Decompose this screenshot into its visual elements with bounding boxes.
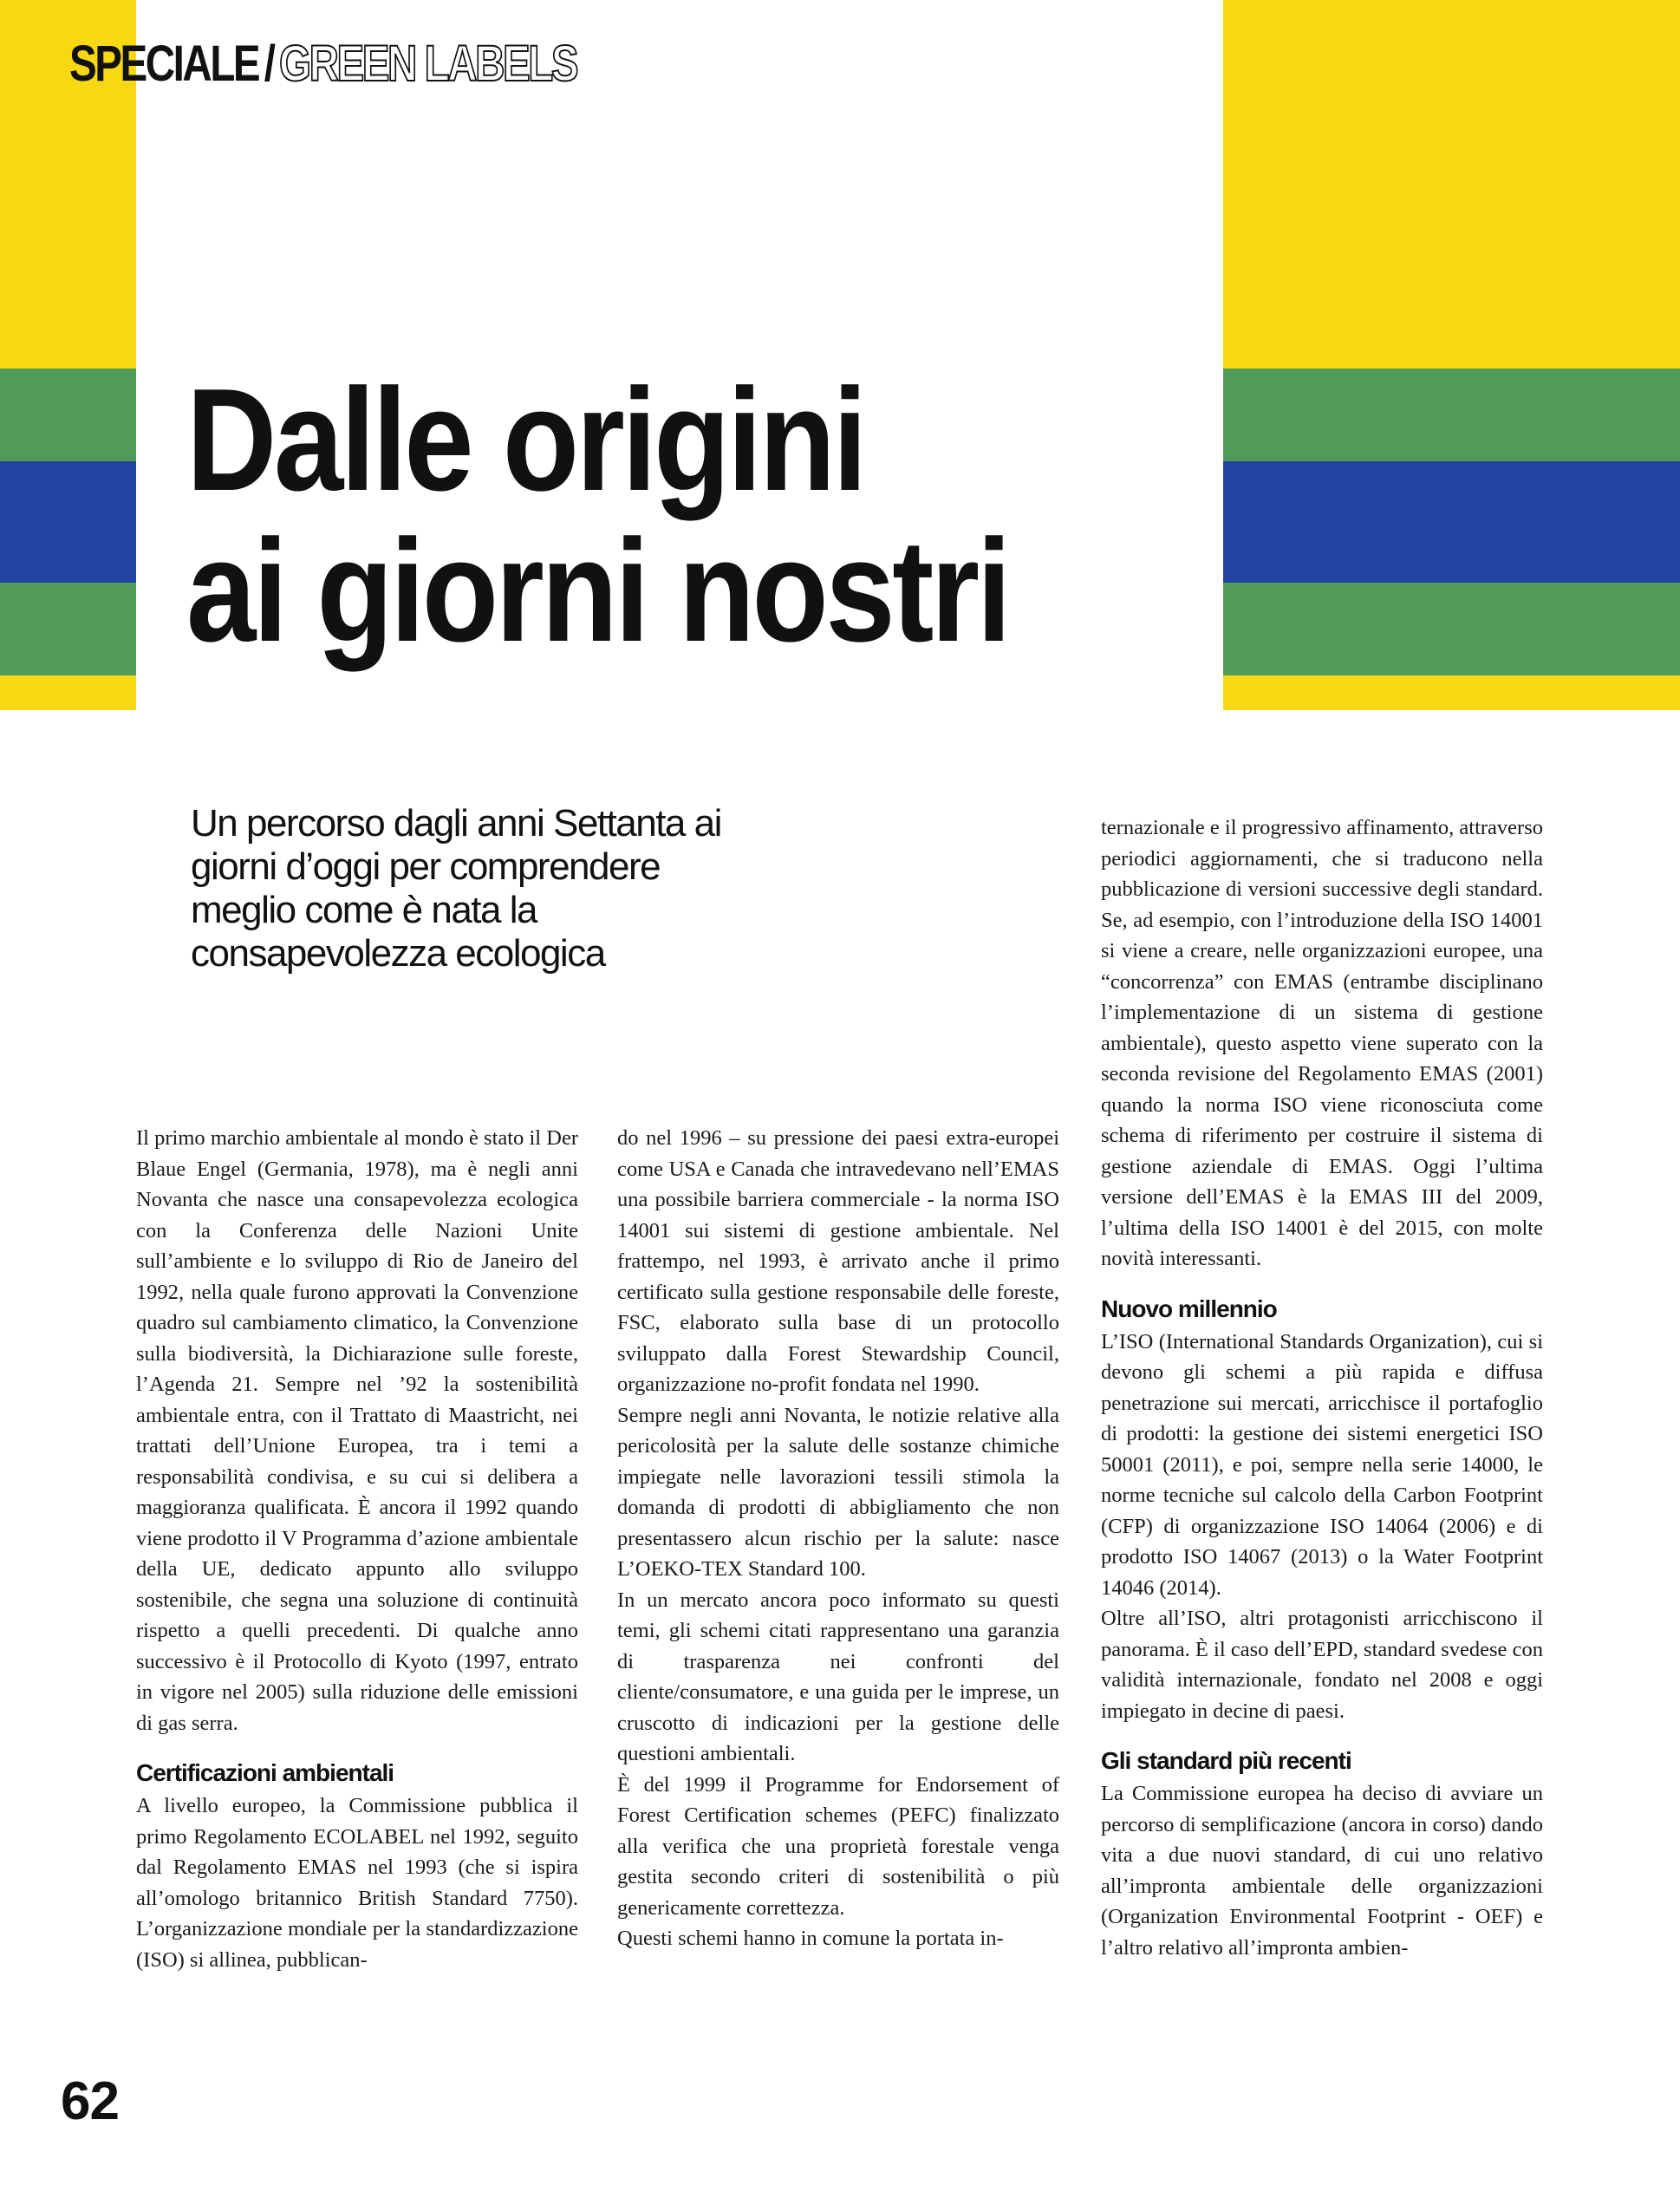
right-green-band-bottom: [1223, 583, 1680, 675]
right-green-band-top: [1223, 369, 1680, 461]
paragraph: L’ISO (International Standards Organization), cui si devono gli schemi a più rapida e diffusa penetrazione sui mercati, arricchisce il portafoglio di prodotti: la gestione dei sistemi energetici ISO 50001 (2011), e poi, sempre nella serie 14000, le norme tecniche sul calcolo della Carbon Footprint (CFP) di organizzazione ISO 14064 (2006) e di prodotto ISO 14067 (2013) o la Water Footprint 14046 (2014).: [1101, 1329, 1543, 1600]
section-heading: Certificazioni ambientali: [136, 1759, 394, 1786]
standfirst: Un percorso dagli anni Settanta ai giorni d’oggi per comprendere meglio come è nata la consapevolezza ecologica: [191, 802, 721, 975]
left-blue-band: [0, 461, 136, 583]
section-label: SPECIALE: [69, 36, 259, 92]
left-yellow-band-bottom: [0, 675, 136, 710]
subsection-label: GREEN LABELS: [279, 36, 577, 92]
paragraph: Oltre all’ISO, altri protagonisti arricchiscono il panorama. È il caso dell’EPD, standard svedese con validità internazionale, fondato nel 2008 e oggi impiegato in decine di paesi.: [1101, 1607, 1543, 1723]
article-column-3: [1101, 812, 1543, 1963]
paragraph: Il primo marchio ambientale al mondo è stato il Der Blaue Engel (Germania, 1978), ma è negli anni Novanta che nasce una consapevolezza ecologica con la Conferenza delle Nazioni Unite sull’ambiente e lo sviluppo di Rio de Janeiro del 1992, nella quale furono approvati la Convenzione quadro sul cambiamento climatico, la Convenzione sulla biodiversità, la Dichiarazione sulle foreste, l’Agenda 21. Sempre nel ’92 la sostenibilità ambientale entra, con il Trattato di Maastricht, nei trattati dell’Unione Europea, tra i temi a responsabilità condivisa, e su cui si delibera a maggioranza qualificata. È ancora il 1992 quando viene prodotto il V Programma d’azione ambientale della UE, dedicato appunto allo sviluppo sostenibile, che segna una soluzione di continuità rispetto a quelli precedenti. Di qualche anno successivo è il Protocollo di Kyoto (1997, entrato in vigore nel 2005) sulla riduzione delle emissioni di gas serra.: [136, 1126, 578, 1735]
paragraph: La Commissione europea ha deciso di avviare un percorso di semplificazione (ancora in corso) dando vita a due nuovi standard, di cui uno relativo all’impronta ambientale delle organizzazioni (Organization Environmental Footprint - OEF) e l’altro relativo all’impronta ambien-: [1101, 1782, 1543, 1960]
paragraph: In un mercato ancora poco informato su questi temi, gli schemi citati rappresentano una garanzia di trasparenza nei confronti del cliente/consumatore, e una guida per le imprese, un cruscotto di indicazioni per la gestione delle questioni ambientali.: [617, 1588, 1059, 1765]
section-heading: Gli standard più recenti: [1101, 1747, 1351, 1774]
right-blue-band: [1223, 461, 1680, 583]
article-column-1: [136, 1123, 578, 1975]
paragraph: Questi schemi hanno in comune la portata in-: [617, 1927, 1004, 1950]
paragraph: ternazionale e il progressivo affinamento, attraverso periodici aggiornamenti, che si traducono nella pubblicazione di versioni successive degli standard. Se, ad esempio, con l’introduzione della ISO 14001 si viene a creare, nelle organizzazioni europee, una “concorrenza” con EMAS (entrambe disciplinano l’implementazione di un sistema di gestione ambientale), questo aspetto viene superato con la seconda revisione del Regolamento EMAS (2001) quando la norma ISO viene riconosciuta come schema di riferimento per costruire il sistema di gestione aziendale di EMAS. Oggi l’ultima versione dell’EMAS è la EMAS III del 2009, l’ultima della ISO 14001 è del 2015, con molte novità interessanti.: [1101, 816, 1543, 1270]
page-number: 62: [61, 2071, 119, 2131]
running-head: [69, 35, 576, 93]
section-separator: /: [264, 36, 274, 92]
right-yellow-band-bottom: [1223, 675, 1680, 710]
title-line-2: ai giorni nostri: [186, 509, 1009, 672]
left-green-band-top: [0, 369, 136, 461]
paragraph: Sempre negli anni Novanta, le notizie relative alla pericolosità per la salute delle sostanze chimiche impiegate nelle lavorazioni tessili stimola la domanda di prodotti di abbigliamento che non presentassero alcun rischio per la salute: nasce L’OEKO-TEX Standard 100.: [617, 1403, 1059, 1581]
paragraph: do nel 1996 – su pressione dei paesi extra-europei come USA e Canada che intravedevano nell’EMAS una possibile barriera commerciale - la norma ISO 14001 sui sistemi di gestione ambientale. Nel frattempo, nel 1993, è arrivato anche il primo certificato sulla gestione responsabile delle foreste, FSC, elaborato sulla base di un protocollo sviluppato dalla Forest Stewardship Council, organizzazione no-profit fondata nel 1990.: [617, 1126, 1059, 1396]
article-title: [186, 358, 1009, 672]
right-yellow-band: [1223, 0, 1680, 369]
article-column-2: [617, 1123, 1059, 1954]
left-green-band-bottom: [0, 583, 136, 675]
paragraph: A livello europeo, la Commissione pubblica il primo Regolamento ECOLABEL nel 1992, seguito dal Regolamento EMAS nel 1993 (che si ispira all’omologo britannico British Standard 7750). L’organizzazione mondiale per la standardizzazione (ISO) si allinea, pubblican-: [136, 1794, 578, 1972]
title-line-1: Dalle origini: [186, 358, 865, 521]
section-heading: Nuovo millennio: [1101, 1295, 1277, 1322]
paragraph: È del 1999 il Programme for Endorsement of Forest Certification schemes (PEFC) finalizzato alla verifica che una proprietà forestale venga gestita secondo criteri di sostenibilità o più genericamente correttezza.: [617, 1772, 1059, 1920]
